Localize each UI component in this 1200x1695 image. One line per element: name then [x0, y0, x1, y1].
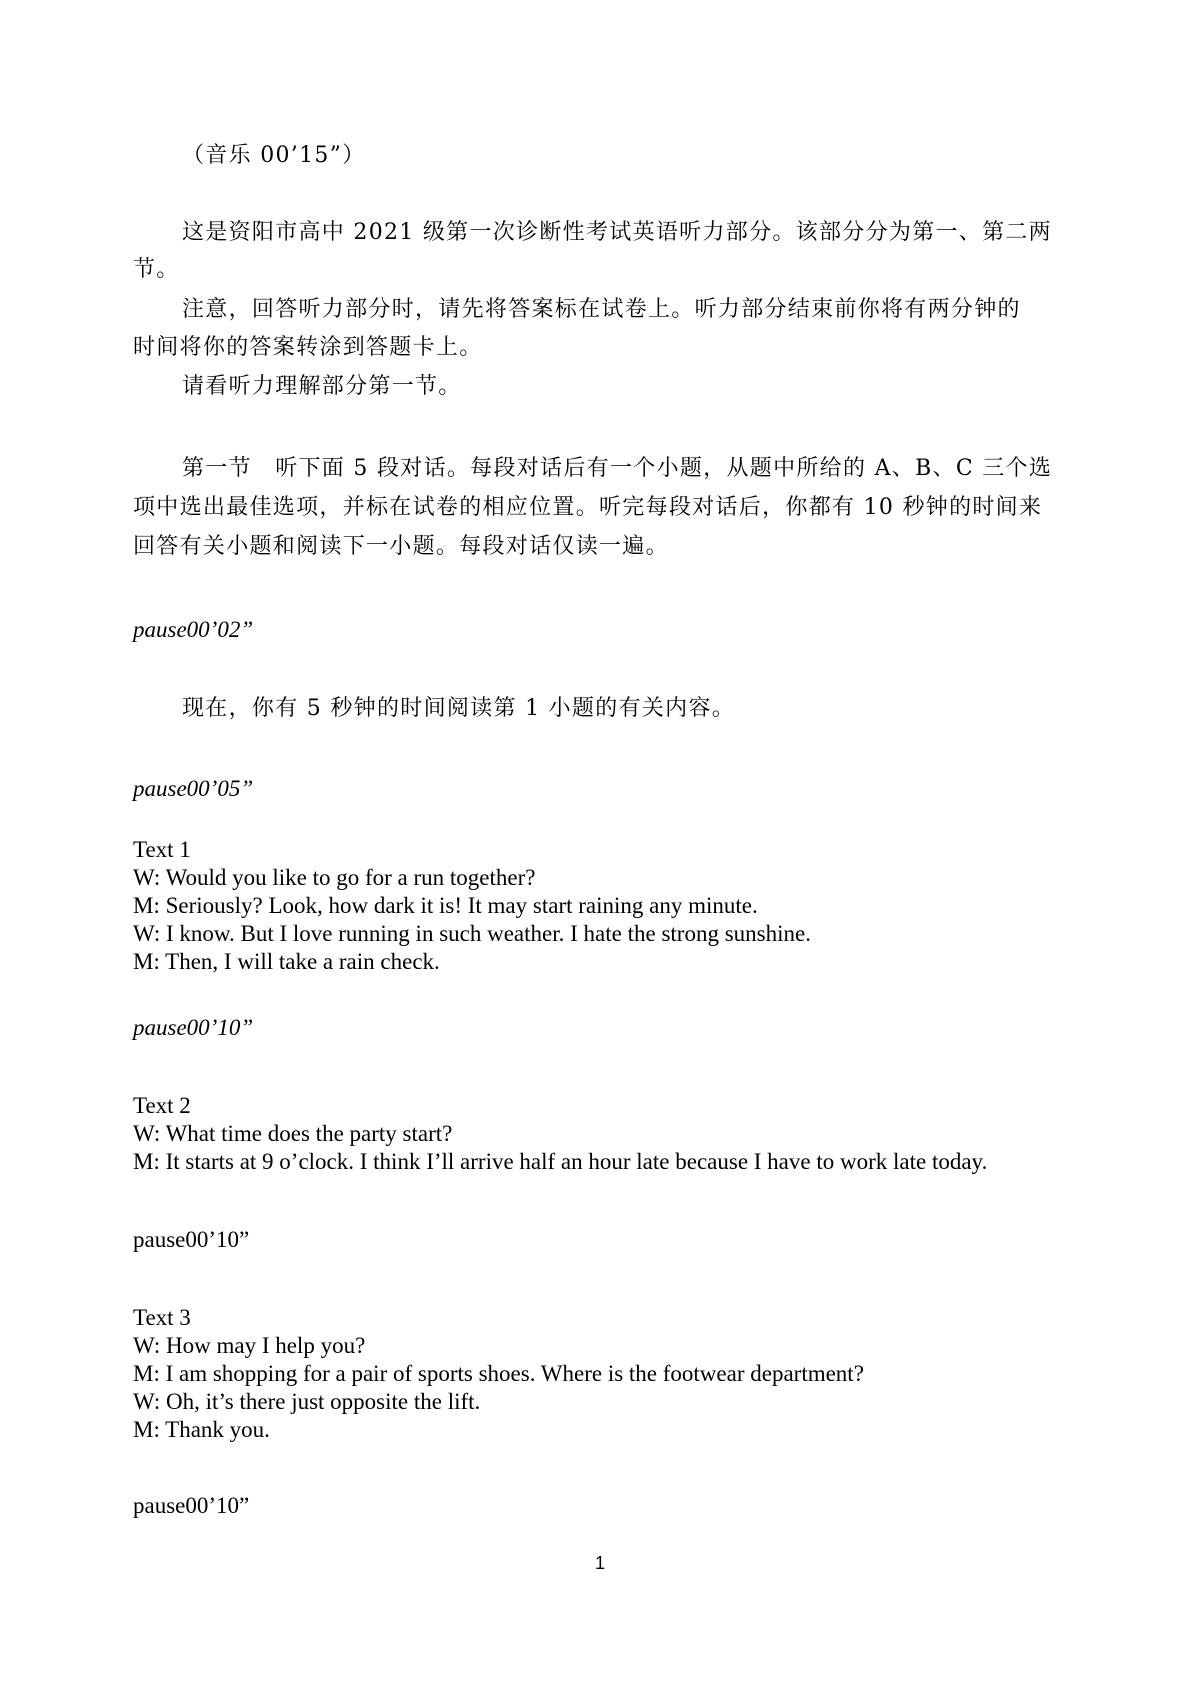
pause-marker: pause00’10”	[133, 1015, 254, 1040]
section-one-line: 回答有关小题和阅读下一小题。每段对话仅读一遍。	[133, 534, 669, 559]
dialogue-line: M: Then, I will take a rain check.	[133, 949, 440, 974]
dialogue-line: M: It starts at 9 o’clock. I think I’ll arrive half an hour late because I have to work late today.	[133, 1149, 988, 1174]
dialogue-line: W: Would you like to go for a run together?	[133, 865, 536, 890]
reading-prompt: 现在，你有 5 秒钟的时间阅读第 1 小题的有关内容。	[182, 696, 736, 721]
dialogue-line: M: I am shopping for a pair of sports shoes. Where is the footwear department?	[133, 1361, 864, 1386]
dialogue-line: M: Seriously? Look, how dark it is! It may start raining any minute.	[133, 893, 758, 918]
dialogue-line: W: I know. But I love running in such weather. I hate the strong sunshine.	[133, 921, 811, 946]
dialogue-line: W: What time does the party start?	[133, 1121, 453, 1146]
music-note: （音乐 00’15”）	[182, 143, 366, 168]
dialogue-line: W: How may I help you?	[133, 1333, 366, 1358]
section-one-line: 第一节 听下面 5 段对话。每段对话后有一个小题，从题中所给的 A、B、C 三个选	[182, 456, 1053, 481]
dialogue-line: W: Oh, it’s there just opposite the lift.	[133, 1389, 481, 1414]
page-number: 1	[594, 1553, 605, 1573]
intro-paragraph-line: 这是资阳市高中 2021 级第一次诊断性考试英语听力部分。该部分分为第一、第二两	[182, 220, 1052, 245]
instruction-line: 请看听力理解部分第一节。	[182, 374, 462, 399]
pause-marker: pause00’02”	[133, 617, 254, 642]
pause-marker: pause00’10”	[133, 1493, 250, 1518]
intro-paragraph-line: 节。	[133, 257, 180, 282]
pause-marker: pause00’05”	[133, 776, 254, 801]
text1-title: Text 1	[133, 837, 191, 862]
section-one-line: 项中选出最佳选项，并标在试卷的相应位置。听完每段对话后，你都有 10 秒钟的时间来	[133, 495, 1043, 520]
notice-paragraph-line: 时间将你的答案转涂到答题卡上。	[133, 335, 483, 360]
text3-title: Text 3	[133, 1305, 191, 1330]
notice-paragraph-line: 注意，回答听力部分时，请先将答案标在试卷上。听力部分结束前你将有两分钟的	[182, 297, 1021, 322]
text2-title: Text 2	[133, 1093, 191, 1118]
dialogue-line: M: Thank you.	[133, 1417, 270, 1442]
pause-marker: pause00’10”	[133, 1227, 250, 1252]
